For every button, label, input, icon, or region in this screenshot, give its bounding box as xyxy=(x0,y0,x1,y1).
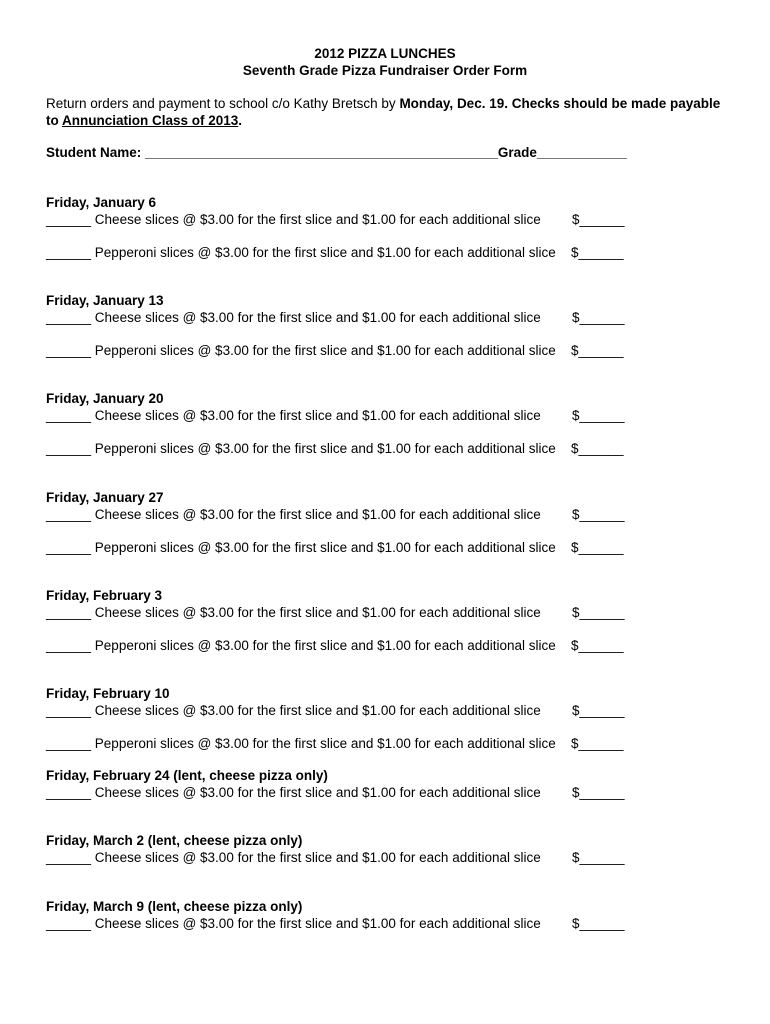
cheese-order-line xyxy=(46,849,736,866)
student-name-grade-line: Student Name: _______________________________________________Grade____________ xyxy=(46,145,628,160)
pepperoni-order-text: ______ Pepperoni slices @ $3.00 for the first slice and $1.00 for each additional slice xyxy=(46,441,556,456)
cheese-order-text: ______ Cheese slices @ $3.00 for the first slice and $1.00 for each additional slice xyxy=(46,916,541,931)
cheese-order-line xyxy=(46,407,736,424)
pepperoni-order-text: ______ Pepperoni slices @ $3.00 for the first slice and $1.00 for each additional slice xyxy=(46,540,556,555)
instructions-plain: Return orders and payment to school c/o Kathy Bretsch by xyxy=(46,96,400,111)
cheese-order-text: ______ Cheese slices @ $3.00 for the first slice and $1.00 for each additional slice xyxy=(46,850,541,865)
pepperoni-order-text: ______ Pepperoni slices @ $3.00 for the first slice and $1.00 for each additional slice xyxy=(46,638,556,653)
date-heading: Friday, March 9 (lent, cheese pizza only) xyxy=(46,899,303,914)
cheese-order-text: ______ Cheese slices @ $3.00 for the first slice and $1.00 for each additional slice xyxy=(46,212,541,227)
pepperoni-order-text: ______ Pepperoni slices @ $3.00 for the first slice and $1.00 for each additional slice xyxy=(46,343,556,358)
amount-blank: $______ xyxy=(571,736,624,751)
instructions xyxy=(46,95,736,129)
date-heading: Friday, February 3 xyxy=(46,588,163,603)
cheese-order-text: ______ Cheese slices @ $3.00 for the first slice and $1.00 for each additional slice xyxy=(46,310,541,325)
cheese-order-line xyxy=(46,211,736,228)
page-title: 2012 PIZZA LUNCHES xyxy=(314,46,456,61)
cheese-order-line xyxy=(46,309,736,326)
amount-blank: $______ xyxy=(572,703,625,718)
cheese-order-line xyxy=(46,702,736,719)
title-block xyxy=(0,45,770,79)
cheese-order-text: ______ Cheese slices @ $3.00 for the first slice and $1.00 for each additional slice xyxy=(46,785,541,800)
amount-blank: $______ xyxy=(571,441,624,456)
date-heading: Friday, January 27 xyxy=(46,490,164,505)
cheese-order-line xyxy=(46,915,736,932)
page-subtitle: Seventh Grade Pizza Fundraiser Order Form xyxy=(242,63,528,78)
date-heading: Friday, January 13 xyxy=(46,293,164,308)
date-section xyxy=(46,685,736,752)
cheese-order-text: ______ Cheese slices @ $3.00 for the first slice and $1.00 for each additional slice xyxy=(46,703,541,718)
pepperoni-order-line xyxy=(46,735,736,752)
date-section xyxy=(46,767,736,801)
pepperoni-order-line xyxy=(46,244,736,261)
cheese-order-line xyxy=(46,604,736,621)
cheese-order-text: ______ Cheese slices @ $3.00 for the first slice and $1.00 for each additional slice xyxy=(46,408,541,423)
pepperoni-order-text: ______ Pepperoni slices @ $3.00 for the first slice and $1.00 for each additional slice xyxy=(46,736,556,751)
amount-blank: $______ xyxy=(571,540,624,555)
pepperoni-order-line xyxy=(46,440,736,457)
amount-blank: $______ xyxy=(571,343,624,358)
date-section xyxy=(46,587,736,654)
pepperoni-order-line xyxy=(46,539,736,556)
date-heading: Friday, March 2 (lent, cheese pizza only) xyxy=(46,833,303,848)
date-heading: Friday, February 10 xyxy=(46,686,170,701)
amount-blank: $______ xyxy=(572,605,625,620)
amount-blank: $______ xyxy=(572,212,625,227)
instructions-payee: Annunciation Class of 2013 xyxy=(62,113,239,128)
instructions-end: . xyxy=(238,113,243,128)
cheese-order-text: ______ Cheese slices @ $3.00 for the first slice and $1.00 for each additional slice xyxy=(46,605,541,620)
date-heading: Friday, January 20 xyxy=(46,391,164,406)
amount-blank: $______ xyxy=(572,850,625,865)
pepperoni-order-line xyxy=(46,637,736,654)
date-section xyxy=(46,390,736,457)
amount-blank: $______ xyxy=(572,310,625,325)
date-section xyxy=(46,194,736,261)
pepperoni-order-line xyxy=(46,342,736,359)
pepperoni-order-text: ______ Pepperoni slices @ $3.00 for the first slice and $1.00 for each additional slice xyxy=(46,245,556,260)
amount-blank: $______ xyxy=(572,507,625,522)
date-section xyxy=(46,832,736,866)
amount-blank: $______ xyxy=(572,408,625,423)
cheese-order-text: ______ Cheese slices @ $3.00 for the first slice and $1.00 for each additional slice xyxy=(46,507,541,522)
instructions-deadline: Monday, Dec. 19. Checks should be made payable to xyxy=(46,96,721,128)
date-section xyxy=(46,489,736,556)
amount-blank: $______ xyxy=(571,245,624,260)
date-heading: Friday, February 24 (lent, cheese pizza only) xyxy=(46,768,328,783)
date-section xyxy=(46,292,736,359)
amount-blank: $______ xyxy=(571,638,624,653)
amount-blank: $______ xyxy=(572,785,625,800)
cheese-order-line xyxy=(46,784,736,801)
date-section xyxy=(46,898,736,932)
date-heading: Friday, January 6 xyxy=(46,195,157,210)
amount-blank: $______ xyxy=(572,916,625,931)
cheese-order-line xyxy=(46,506,736,523)
